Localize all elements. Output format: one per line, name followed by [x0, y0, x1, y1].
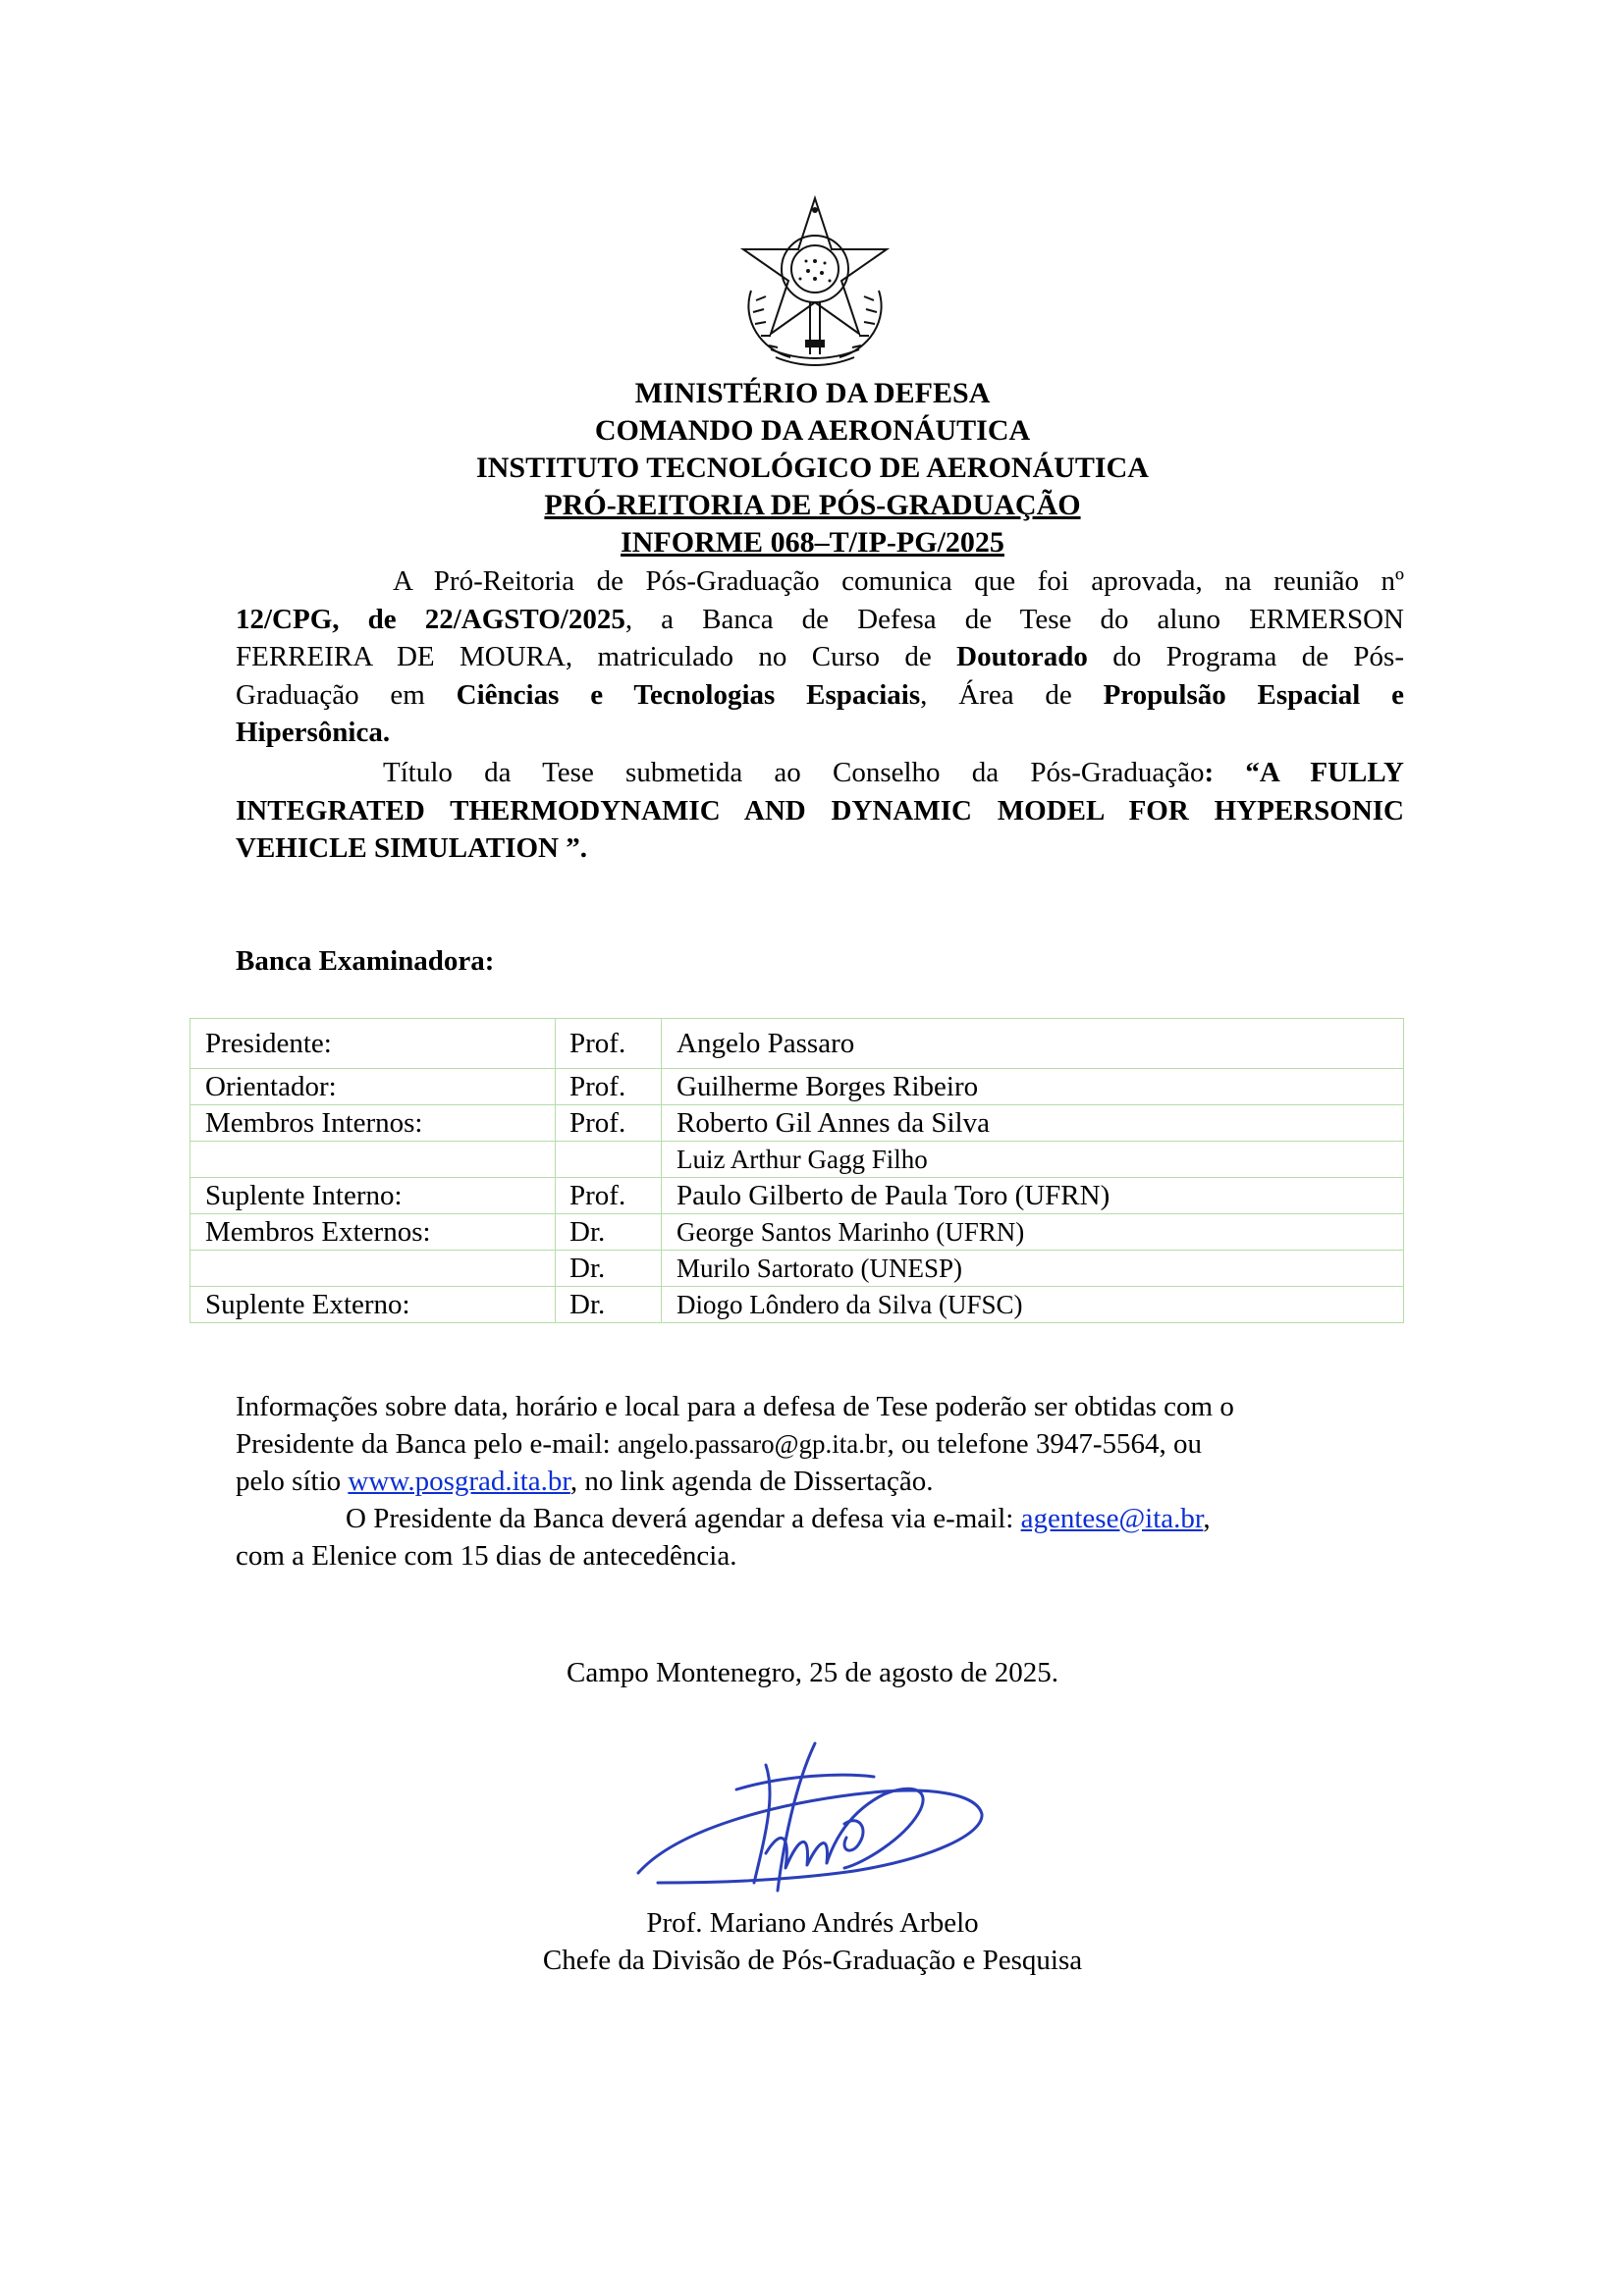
thesis-title-line-2: INTEGRATED THERMODYNAMIC AND DYNAMIC MODEL FOR HYPERSONIC	[236, 794, 1404, 827]
place-date: Campo Montenegro, 25 de agosto de 2025.	[567, 1657, 1058, 1688]
role-cell	[190, 1251, 556, 1287]
info-line-2a: Presidente da Banca pelo e-mail:	[236, 1428, 618, 1460]
role-cell	[190, 1142, 556, 1178]
role-cell: Suplente Externo:	[190, 1287, 556, 1323]
info-line-2b: , ou telefone 3947-5564, ou	[887, 1428, 1203, 1460]
area-name: Propulsão Espacial e	[1103, 678, 1404, 711]
office-title: PRÓ-REITORIA DE PÓS-GRADUAÇÃO	[544, 489, 1081, 521]
posgrad-site-link[interactable]: www.posgrad.ita.br	[348, 1466, 570, 1497]
program-name: Ciências e Tecnologias Espaciais	[456, 678, 921, 711]
thesis-title-start: : “A FULLY	[1204, 757, 1404, 788]
notice-number: INFORME 068–T/IP-PG/2025	[621, 526, 1004, 559]
info-line-1: Informações sobre data, horário e local para a defesa de Tese poderão ser obtidas com o	[236, 1391, 1234, 1422]
title-cell: Dr.	[556, 1287, 662, 1323]
signer-name: Prof. Mariano Andrés Arbelo	[646, 1907, 979, 1939]
info-line-3a: pelo sítio	[236, 1466, 349, 1497]
intro-line-3b: do Programa de Pós-	[1087, 641, 1405, 672]
role-cell: Membros Internos:	[190, 1105, 556, 1142]
signer-role: Chefe da Divisão de Pós-Graduação e Pesquisa	[542, 1945, 1083, 1976]
name-cell: Murilo Sartorato (UNESP)	[662, 1251, 1404, 1287]
table-row	[190, 1105, 1404, 1142]
table-row	[190, 1019, 1404, 1069]
name-cell: Guilherme Borges Ribeiro	[662, 1069, 1404, 1105]
table-row	[190, 1142, 1404, 1178]
thesis-intro: Título da Tese submetida ao Conselho da Pós-Graduação	[383, 757, 1205, 788]
title-cell: Dr.	[556, 1214, 662, 1251]
committee-heading: Banca Examinadora:	[236, 945, 495, 977]
signer-block	[236, 1904, 1389, 1979]
intro-line-2: , a Banca de Defesa de Tese do aluno ERMERSON	[624, 603, 1404, 635]
title-cell	[556, 1142, 662, 1178]
title-cell: Prof.	[556, 1105, 662, 1142]
intro-line-4a: Graduação em	[236, 678, 457, 711]
name-cell: Roberto Gil Annes da Silva	[662, 1105, 1404, 1142]
area-name-end: Hipersônica.	[236, 717, 391, 748]
table-row	[190, 1251, 1404, 1287]
name-cell: Angelo Passaro	[662, 1019, 1404, 1069]
ministry-title: MINISTÉRIO DA DEFESA	[634, 377, 991, 409]
title-cell: Prof.	[556, 1019, 662, 1069]
handwritten-signature	[619, 1735, 992, 1902]
president-email: angelo.passaro@gp.ita.br	[617, 1429, 888, 1459]
intro-line-4b: , Área de	[920, 678, 1104, 711]
institute-title: INSTITUTO TECNOLÓGICO DE AERONÁUTICA	[476, 452, 1149, 484]
course-level: Doutorado	[956, 641, 1088, 672]
title-cell: Prof.	[556, 1178, 662, 1214]
table-row	[190, 1214, 1404, 1251]
role-cell: Presidente:	[190, 1019, 556, 1069]
title-cell: Prof.	[556, 1069, 662, 1105]
info-line-4b: ,	[1203, 1503, 1211, 1534]
intro-line-1: A Pró-Reitoria de Pós-Graduação comunica que foi aprovada, na reunião nº	[393, 565, 1404, 597]
thesis-title-paragraph	[236, 754, 1404, 868]
role-cell: Suplente Interno:	[190, 1178, 556, 1214]
name-cell: Diogo Lôndero da Silva (UFSC)	[662, 1287, 1404, 1323]
title-cell: Dr.	[556, 1251, 662, 1287]
info-line-5: com a Elenice com 15 dias de antecedência.	[236, 1540, 737, 1572]
table-row	[190, 1069, 1404, 1105]
heading-block	[236, 375, 1389, 561]
info-line-4a: O Presidente da Banca deverá agendar a defesa via e-mail:	[346, 1503, 1021, 1534]
coat-of-arms-seal	[731, 192, 898, 369]
name-cell: Paulo Gilberto de Paula Toro (UFRN)	[662, 1178, 1404, 1214]
name-cell: George Santos Marinho (UFRN)	[662, 1214, 1404, 1251]
thesis-title-line-3: VEHICLE SIMULATION ”.	[236, 832, 587, 864]
committee-table	[189, 1018, 1404, 1323]
name-cell: Luiz Arthur Gagg Filho	[662, 1142, 1404, 1178]
intro-line-3a: FERREIRA DE MOURA, matriculado no Curso de	[236, 641, 957, 672]
table-row	[190, 1178, 1404, 1214]
info-line-3b: , no link agenda de Dissertação.	[569, 1466, 934, 1497]
meeting-reference: 12/CPG, de 22/AGSTO/2025	[236, 603, 625, 635]
table-row	[190, 1287, 1404, 1323]
intro-paragraph	[236, 562, 1404, 752]
role-cell: Membros Externos:	[190, 1214, 556, 1251]
agentese-email-link[interactable]: agentese@ita.br	[1020, 1503, 1204, 1534]
role-cell: Orientador:	[190, 1069, 556, 1105]
contact-info	[236, 1388, 1414, 1575]
command-title: COMANDO DA AERONÁUTICA	[594, 414, 1031, 447]
